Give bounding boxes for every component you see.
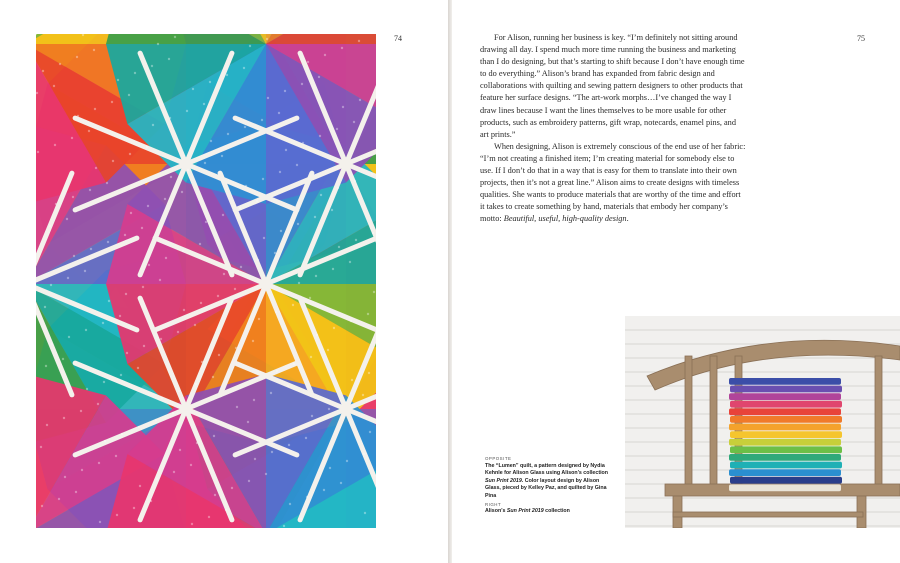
quilt-dot [97, 403, 99, 405]
quilt-dot [243, 67, 245, 69]
quilt-dot [320, 194, 322, 196]
quilt-dot [270, 392, 272, 394]
quilt-dot [373, 291, 375, 293]
quilt-dot [157, 43, 159, 45]
quilt-dot [121, 433, 123, 435]
quilt-dot [252, 340, 254, 342]
quilt-dot [318, 76, 320, 78]
quilt-dot [316, 334, 318, 336]
quilt-dot [50, 284, 52, 286]
quilt-dot [226, 74, 228, 76]
quilt-dot [341, 47, 343, 49]
quilt-dot [128, 94, 130, 96]
quilt-dot [143, 345, 145, 347]
quilt-dot [89, 189, 91, 191]
quilt-dot [208, 516, 210, 518]
quilt-dot [353, 121, 355, 123]
quilt-dot [310, 356, 312, 358]
photo-caption [485, 455, 615, 516]
quilt-dot [108, 300, 110, 302]
fabric-fold [729, 439, 841, 446]
paragraph-2 [480, 141, 746, 226]
quilt-dot [53, 85, 55, 87]
fabric-fold [729, 393, 841, 400]
quilt-dot [244, 126, 246, 128]
quilt-dot [222, 214, 224, 216]
text-run: . [626, 214, 629, 224]
quilt-dot [63, 417, 65, 419]
quilt-dot [104, 440, 106, 442]
quilt-dot [93, 49, 95, 51]
quilt-dot [324, 54, 326, 56]
fabric-fold [730, 477, 842, 484]
quilt-dot [214, 494, 216, 496]
quilt-dot [307, 61, 309, 63]
quilt-dot [349, 261, 351, 263]
quilt-dot [40, 446, 42, 448]
quilt-dot [302, 142, 304, 144]
quilt-dot [278, 112, 280, 114]
quilt-dot [311, 415, 313, 417]
quilt-dot [309, 297, 311, 299]
quilt-dot [85, 329, 87, 331]
quilt-dot [71, 137, 73, 139]
quilt-dot [262, 178, 264, 180]
quilt-dot [340, 482, 342, 484]
quilt-dot [173, 471, 175, 473]
quilt-dot [119, 315, 121, 317]
quilt-dot [80, 410, 82, 412]
quilt-dot [248, 480, 250, 482]
quilt-dot [319, 135, 321, 137]
quilt-dot [212, 376, 214, 378]
caption-label-opposite: OPPOSITE [485, 456, 512, 461]
quilt-dot [54, 144, 56, 146]
quilt-dot [133, 507, 135, 509]
quilt-dot [194, 324, 196, 326]
quilt-dot [223, 273, 225, 275]
quilt-dot [77, 115, 79, 117]
quilt-dot [364, 512, 366, 514]
quilt-dot [367, 313, 369, 315]
quilt-dot [371, 173, 373, 175]
quilt-dot [182, 250, 184, 252]
fabric-fold [730, 462, 842, 469]
quilt-dot [201, 361, 203, 363]
quilt-dot [265, 473, 267, 475]
fabric-fold [730, 431, 842, 438]
quilt-dot [249, 45, 251, 47]
quilt-dot [274, 252, 276, 254]
quilt-dot [88, 130, 90, 132]
quilt-dot [81, 469, 83, 471]
quilt-dot [73, 255, 75, 257]
quilt-dot [230, 428, 232, 430]
quilt-dot [271, 451, 273, 453]
quilt-dot [62, 358, 64, 360]
quilt-dot [160, 338, 162, 340]
quilt-dot [179, 449, 181, 451]
quilt-dot [164, 198, 166, 200]
quilt-dot [346, 460, 348, 462]
quilt-dot [138, 426, 140, 428]
quilt-dot [112, 160, 114, 162]
quilt-dot [345, 401, 347, 403]
quilt-dot [159, 279, 161, 281]
quilt-dot [186, 110, 188, 112]
quilt-dot [124, 234, 126, 236]
quilt-dot [288, 444, 290, 446]
fabric-fold [729, 454, 841, 461]
quilt-dot [95, 167, 97, 169]
quilt-dot [90, 248, 92, 250]
quilt-dot [256, 200, 258, 202]
quilt-dot [98, 462, 100, 464]
quilt-dot [263, 237, 265, 239]
quilt-dot [156, 478, 158, 480]
quilt-dot [147, 205, 149, 207]
quilt-dot [239, 207, 241, 209]
text-run: The “Lumen” quilt, a pattern designed by Nydia Kehnle for Alison Glass using Alison’s collection [485, 462, 609, 477]
quilt-dot [170, 176, 172, 178]
quilt-dot [234, 288, 236, 290]
quilt-dot [314, 216, 316, 218]
quilt-dot [351, 379, 353, 381]
quilt-dot [205, 221, 207, 223]
quilt-dot [355, 239, 357, 241]
quilt-dot [323, 489, 325, 491]
quilt-dot [174, 36, 176, 38]
caption-text-right [485, 508, 615, 516]
quilt-dot [275, 311, 277, 313]
quilt-dot [298, 282, 300, 284]
quilt-dot [152, 124, 154, 126]
quilt-dot [64, 476, 66, 478]
text-run: Alison’s [485, 508, 507, 515]
quilt-dot [337, 187, 339, 189]
quilt-dot [41, 505, 43, 507]
quilt-dot [300, 518, 302, 520]
quilt-dot [200, 302, 202, 304]
text-run: collection [543, 508, 570, 515]
fabric-fold [730, 446, 842, 453]
quilt-dot [59, 63, 61, 65]
fabric-stack-photo [625, 316, 900, 528]
italic-text: Beautiful, useful, high-quality design [503, 214, 627, 224]
quilt-dot [172, 412, 174, 414]
quilt-dot [332, 268, 334, 270]
quilt-dot [369, 431, 371, 433]
quilt-dot [126, 352, 128, 354]
quilt-dot [178, 390, 180, 392]
quilt-dot [102, 322, 104, 324]
quilt-dot [116, 514, 118, 516]
page-number-left: 74 [394, 34, 402, 43]
quilt-dot [181, 191, 183, 193]
quilt-dot [72, 196, 74, 198]
quilt-dot [120, 374, 122, 376]
fabric-fold [729, 378, 841, 385]
quilt-dot [218, 354, 220, 356]
quilt-dot [292, 304, 294, 306]
quilt-wedge [106, 34, 266, 44]
quilt-dot [245, 185, 247, 187]
bench-spindle [685, 356, 692, 486]
quilt-dot [139, 485, 141, 487]
quilt-dot [107, 241, 109, 243]
quilt-dot [196, 442, 198, 444]
quilt-dot [368, 372, 370, 374]
quilt-dot [327, 349, 329, 351]
quilt-dot [210, 140, 212, 142]
quilt-dot [240, 266, 242, 268]
quilt-dot [190, 464, 192, 466]
quilt-dot [142, 286, 144, 288]
quilt-dot [338, 246, 340, 248]
quilt-dot [58, 498, 60, 500]
quilt-dot [342, 106, 344, 108]
quilt-dot [68, 336, 70, 338]
quilt-dot [296, 164, 298, 166]
quilt-dot [66, 218, 68, 220]
italic-text: Sun Print 2019 [485, 477, 522, 484]
quilt-dot [75, 491, 77, 493]
quilt-dot [117, 79, 119, 81]
quilt-dot [372, 232, 374, 234]
quilt-dot [168, 58, 170, 60]
quilt-dot [76, 56, 78, 58]
quilt-dot [354, 180, 356, 182]
quilt-dot [203, 103, 205, 105]
quilt-dot [362, 394, 364, 396]
quilt-dot [276, 370, 278, 372]
quilt-dot [227, 133, 229, 135]
quilt-dot [49, 225, 51, 227]
quilt-dot [187, 169, 189, 171]
fabric-fold [730, 386, 842, 393]
quilt-dot [44, 306, 46, 308]
quilt-wedge [266, 34, 376, 44]
quilt-dot [329, 467, 331, 469]
quilt-dot [258, 318, 260, 320]
quilt-dot [183, 309, 185, 311]
quilt-dot [137, 367, 139, 369]
quilt-dot [106, 182, 108, 184]
fabric-fold [729, 408, 841, 415]
quilt-dot [331, 209, 333, 211]
quilt-dot [257, 259, 259, 261]
quilt-dot [45, 365, 47, 367]
quilt-dot [328, 408, 330, 410]
fabric-stack [729, 378, 842, 491]
quilt-dot [285, 149, 287, 151]
quilt-dot [232, 52, 234, 54]
fabric-fold [729, 469, 841, 476]
quilt-dot [204, 162, 206, 164]
quilt-dot [155, 419, 157, 421]
quilt-dot [261, 119, 263, 121]
quilt-dot [134, 72, 136, 74]
quilt-illustration [36, 34, 376, 528]
quilt-dot [103, 381, 105, 383]
text-run: When designing, Alison is extremely conscious of the end use of her fabric: “I’m not creating a finished item; I’m creating material for somebody else to use. If I don’t do that in a way that is easy for them to translate into their own projects, then it’s not a great line.” Alison aims to create designs with timeless qualities. She wants to produce materials that are worthy of the time and effort it takes to create something by hand, materials that embody her company’s motto: [480, 141, 746, 224]
quilt-dot [283, 525, 285, 527]
quilt-dot [146, 146, 148, 148]
quilt-dot [333, 327, 335, 329]
quilt-dot [125, 293, 127, 295]
quilt-dot [306, 496, 308, 498]
quilt-dot [225, 509, 227, 511]
quilt-dot [358, 40, 360, 42]
quilt-dot [231, 487, 233, 489]
quilt-dot [287, 385, 289, 387]
quilt-dot [247, 421, 249, 423]
quilt-dot [217, 295, 219, 297]
quilt-dot [213, 435, 215, 437]
quilt-dot [37, 151, 39, 153]
quilt-dot [267, 97, 269, 99]
quilt-dot [293, 363, 295, 365]
quilt-dot [99, 521, 101, 523]
caption-label-right: RIGHT [485, 501, 502, 507]
quilt-dot [129, 153, 131, 155]
quilt-dot [141, 227, 143, 229]
quilt-dot [284, 90, 286, 92]
quilt-dot [148, 264, 150, 266]
left-page [0, 0, 448, 563]
quilt-dot [130, 212, 132, 214]
quilt-dot [169, 117, 171, 119]
text-run: . Color layout design by Alison Glass, pieced by Kelley Paz, and quilted by Gina Pina [485, 477, 607, 499]
quilt-dot [115, 455, 117, 457]
fabric-fold [729, 424, 841, 431]
lumen-quilt-photo [36, 34, 376, 528]
quilt-dot [209, 81, 211, 83]
quilt-dot [46, 424, 48, 426]
quilt-dot [315, 275, 317, 277]
bench-with-fabric-illustration [625, 316, 900, 528]
bench-spindle [710, 356, 717, 486]
quilt-dot [221, 155, 223, 157]
quilt-dot [235, 347, 237, 349]
paragraph-1 [480, 32, 746, 141]
quilt-dot [279, 171, 281, 173]
quilt-dot [289, 503, 291, 505]
bench-stretcher [673, 512, 863, 517]
fabric-fold [730, 401, 842, 408]
quilt-dot [305, 437, 307, 439]
fabric-fold [729, 484, 841, 491]
quilt-dot [359, 99, 361, 101]
quilt-dot [150, 500, 152, 502]
quilt-dot [301, 83, 303, 85]
quilt-dot [67, 277, 69, 279]
quilt-dot [111, 101, 113, 103]
quilt-dot [191, 523, 193, 525]
bench-spindle [875, 356, 882, 486]
quilt-dot [336, 128, 338, 130]
quilt-dot [151, 65, 153, 67]
quilt-dot [253, 399, 255, 401]
italic-text: Sun Print 2019 [506, 508, 544, 515]
quilt-dot [51, 343, 53, 345]
quilt-dot [165, 257, 167, 259]
quilt-dot [42, 70, 44, 72]
body-text [480, 32, 746, 226]
quilt-dot [94, 108, 96, 110]
quilt-dot [86, 388, 88, 390]
quilt-dot [360, 158, 362, 160]
quilt-dot [177, 331, 179, 333]
quilt-dot [266, 38, 268, 40]
quilt-dot [363, 453, 365, 455]
quilt-dot [55, 203, 57, 205]
quilt-dot [280, 230, 282, 232]
quilt-dot [84, 270, 86, 272]
quilt-dot [236, 406, 238, 408]
fabric-fold [730, 416, 842, 423]
quilt-dot [195, 383, 197, 385]
caption-text-opposite [485, 463, 615, 501]
quilt-dot [199, 243, 201, 245]
page-number-right: 75 [857, 34, 865, 43]
quilt-dot [297, 223, 299, 225]
quilt-dot [254, 458, 256, 460]
quilt-dot [350, 320, 352, 322]
quilt-dot [192, 88, 194, 90]
text-run: For Alison, running her business is key. “I’m definitely not sitting around drawing all day. I spend much more time running the business and marketing than I do designing, but that’s starting to shift because I don’t have enough time to do everything.” Alison’s brand has expanded from fabric design and collaborations with quilting and sewing pattern designers to other products that feature her surface designs. “The art-work morphs…I’ve changed the way I draw lines because I want the lines themselves to be more usable for other products, such as embroidery patterns, gift wrap, notecards, enamel pins, and art prints.” [480, 33, 745, 139]
quilt-dot [161, 397, 163, 399]
